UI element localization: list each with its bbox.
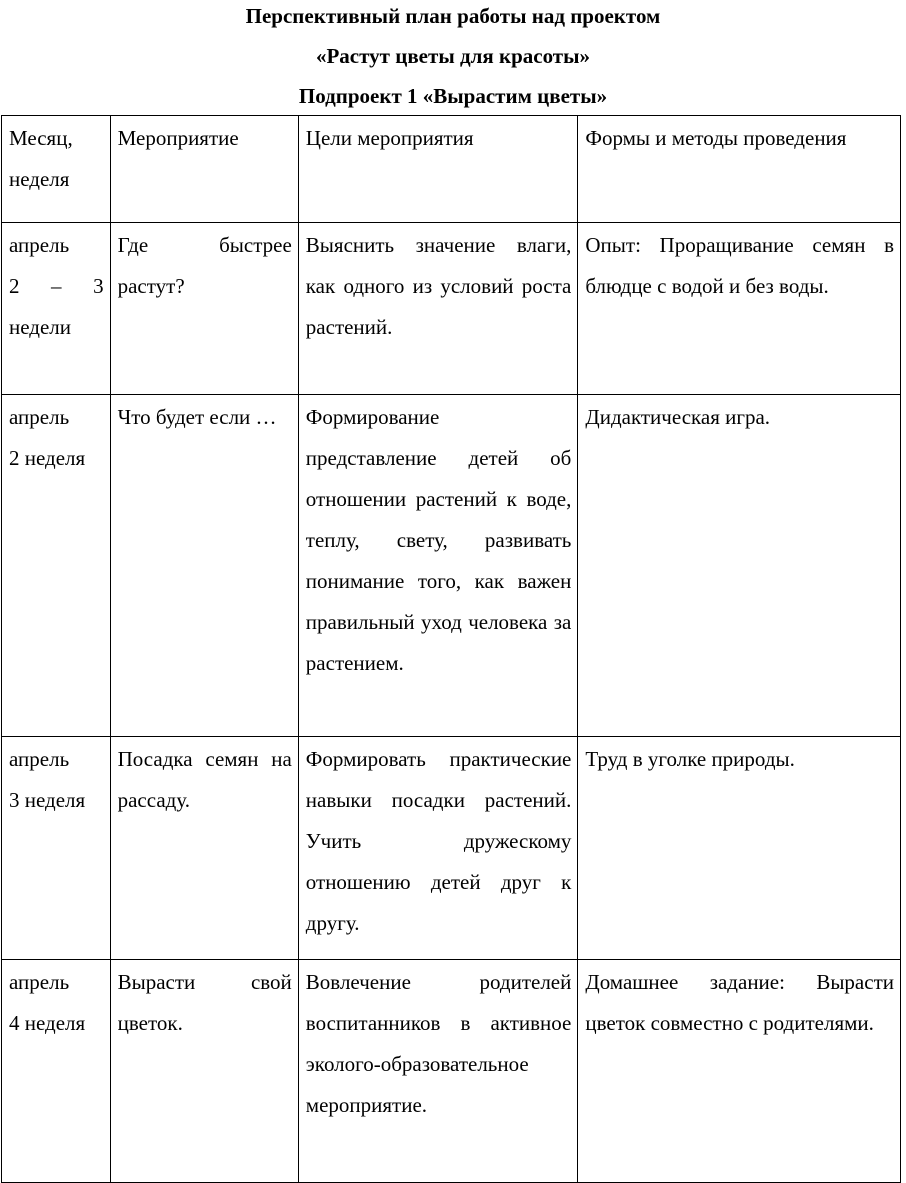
month-label: апрель bbox=[9, 405, 70, 429]
week-label: 3 неделя bbox=[9, 788, 86, 812]
table-row bbox=[2, 737, 901, 960]
header-event: Мероприятие bbox=[110, 116, 298, 223]
month-label: апрель bbox=[9, 970, 70, 994]
table-row bbox=[2, 960, 901, 1183]
table-row bbox=[2, 395, 901, 737]
cell-forms: Опыт: Проращивание семян в блюдце с водой и без воды. bbox=[578, 223, 901, 395]
cell-month bbox=[2, 960, 111, 1183]
cell-event: Вырасти свой цветок. bbox=[110, 960, 298, 1183]
cell-event: Где быстрее растут? bbox=[110, 223, 298, 395]
cell-month bbox=[2, 737, 111, 960]
week-label: 4 неделя bbox=[9, 1011, 86, 1035]
cell-event: Что будет если … bbox=[110, 395, 298, 737]
table-header-row bbox=[2, 116, 901, 223]
cell-goals: Вовлечение родителей воспитанников в активное эколого-образовательное мероприятие. bbox=[298, 960, 578, 1183]
cell-forms: Труд в уголке природы. bbox=[578, 737, 901, 960]
week-label: 2 – 3 недели bbox=[9, 274, 104, 339]
header-goals: Цели мероприятия bbox=[298, 116, 578, 223]
cell-forms: Домашнее задание: Вырасти цветок совместно с родителями. bbox=[578, 960, 901, 1183]
subproject-title: Подпроект 1 «Вырастим цветы» bbox=[298, 84, 608, 108]
header-month: Месяц, неделя bbox=[2, 116, 111, 223]
cell-goals: Формировать практические навыки посадки растений. Учить дружескому отношению детей друг к другу. bbox=[298, 737, 578, 960]
document-title: Перспективный план работы над проектом bbox=[245, 4, 661, 28]
header-forms: Формы и методы проведения bbox=[578, 116, 901, 223]
month-label: апрель bbox=[9, 233, 70, 257]
cell-forms: Дидактическая игра. bbox=[578, 395, 901, 737]
week-label: 2 неделя bbox=[9, 446, 86, 470]
cell-event: Посадка семян на рассаду. bbox=[110, 737, 298, 960]
cell-month bbox=[2, 223, 111, 395]
plan-table bbox=[1, 115, 901, 1183]
cell-goals: Выяснить значение влаги, как одного из условий роста растений. bbox=[298, 223, 578, 395]
table-row bbox=[2, 223, 901, 395]
cell-month bbox=[2, 395, 111, 737]
month-label: апрель bbox=[9, 747, 70, 771]
project-name: «Растут цветы для красоты» bbox=[315, 44, 591, 68]
cell-goals: Формирование представление детей об отношении растений к воде, теплу, свету, развивать понимание того, как важен правильный уход человека за растением. bbox=[298, 395, 578, 737]
